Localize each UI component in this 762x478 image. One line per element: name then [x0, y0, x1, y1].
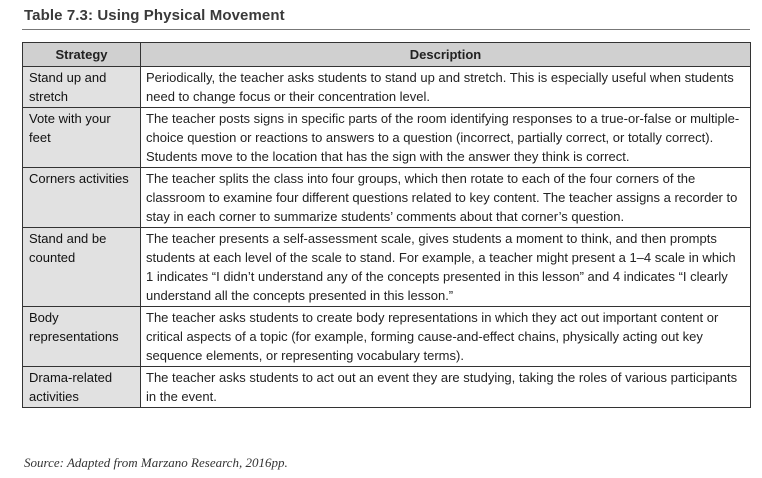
strategy-cell: Vote with your feet	[23, 108, 141, 168]
table-row	[23, 108, 751, 168]
strategy-cell: Stand and be counted	[23, 228, 141, 307]
description-cell: The teacher presents a self-assessment scale, gives students a moment to think, and then prompts students at each level of the scale to stand. For example, a teacher might present a 1–4 scale in which 1 indicates “I didn’t understand any of the concepts presented in this lesson” and 4 indicates “I clearly understand all the concepts presented in this lesson.”	[141, 228, 751, 307]
table-row	[23, 168, 751, 228]
strategy-cell: Stand up and stretch	[23, 67, 141, 108]
description-cell: The teacher asks students to create body representations in which they act out important content or critical aspects of a topic (for example, forming cause-and-effect chains, physically acting out key sequence elements, or representing vocabulary terms).	[141, 307, 751, 367]
strategy-cell: Drama-related activities	[23, 367, 141, 408]
physical-movement-table	[22, 42, 751, 408]
table-row	[23, 307, 751, 367]
table-row	[23, 228, 751, 307]
description-cell: The teacher posts signs in specific parts of the room identifying responses to a true-or-false or multiple-choice question or reactions to answers to a question (incorrect, partially correct, or totally correct). Students move to the location that has the sign with the answer they think is correct.	[141, 108, 751, 168]
title-divider	[22, 29, 750, 30]
table-row	[23, 367, 751, 408]
description-cell: The teacher splits the class into four groups, which then rotate to each of the four corners of the classroom to examine four different questions related to key content. The teacher assigns a recorder to stay in each corner to summarize students’ comments about that corner’s question.	[141, 168, 751, 228]
description-cell: Periodically, the teacher asks students to stand up and stretch. This is especially useful when students need to change focus or their concentration level.	[141, 67, 751, 108]
header-strategy: Strategy	[23, 43, 141, 67]
table-row	[23, 67, 751, 108]
table-title: Table 7.3: Using Physical Movement	[24, 7, 285, 24]
header-description: Description	[141, 43, 751, 67]
description-cell: The teacher asks students to act out an event they are studying, taking the roles of various participants in the event.	[141, 367, 751, 408]
source-citation: Source: Adapted from Marzano Research, 2016pp.	[24, 455, 288, 470]
strategy-cell: Body representations	[23, 307, 141, 367]
strategy-cell: Corners activities	[23, 168, 141, 228]
table-header-row	[23, 43, 751, 67]
